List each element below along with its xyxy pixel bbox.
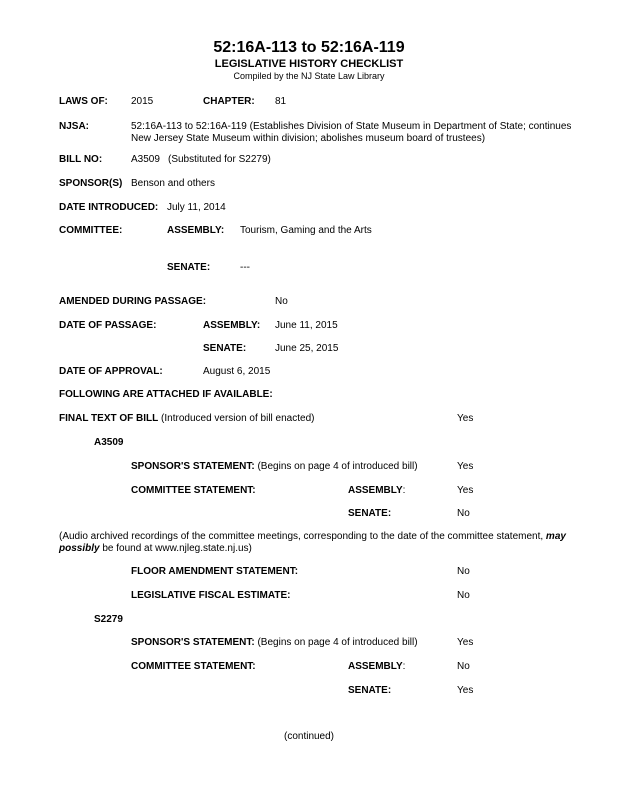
committee-assembly-label: ASSEMBLY: bbox=[167, 225, 225, 236]
a3509-committee-assembly-label-row: ASSEMBLY: bbox=[348, 485, 406, 496]
passage-assembly-value: June 11, 2015 bbox=[275, 320, 338, 331]
fiscal-estimate-value: No bbox=[457, 590, 470, 601]
a3509-committee-assembly-value: Yes bbox=[457, 485, 474, 496]
a3509-sponsor-statement-note: (Begins on page 4 of introduced bill) bbox=[257, 461, 418, 472]
s2279-committee-assembly-label: ASSEMBLY bbox=[348, 661, 403, 672]
s2279-committee-senate-label: SENATE: bbox=[348, 685, 392, 696]
committee-label: COMMITTEE: bbox=[59, 225, 123, 236]
continued-note: (continued) bbox=[283, 731, 335, 742]
committee-senate-label: SENATE: bbox=[167, 262, 211, 273]
a3509-sponsor-statement-row bbox=[131, 461, 418, 473]
s2279-sponsor-statement-row bbox=[131, 637, 418, 649]
njsa-value: 52:16A-113 to 52:16A-119 (Establishes Division of State Museum in Department of State; continues New Jersey State Museum within division; abolishes museum board of trustees) bbox=[131, 121, 572, 144]
chapter-label: CHAPTER: bbox=[203, 96, 255, 107]
passage-assembly-label: ASSEMBLY: bbox=[203, 320, 261, 331]
s2279-committee-senate-value: Yes bbox=[457, 685, 474, 696]
bill-no-value: A3509 bbox=[131, 154, 160, 165]
approval-value: August 6, 2015 bbox=[203, 366, 271, 377]
audio-note-after: be found at www.njleg.state.nj.us) bbox=[99, 543, 252, 554]
a3509-sponsor-statement-label: SPONSOR'S STATEMENT: bbox=[131, 461, 255, 472]
fiscal-estimate-label: LEGISLATIVE FISCAL ESTIMATE: bbox=[131, 590, 291, 601]
s2279-sponsor-statement-value: Yes bbox=[457, 637, 474, 648]
s2279-committee-assembly-label-row: ASSEMBLY: bbox=[348, 661, 406, 672]
a3509-committee-assembly-label: ASSEMBLY bbox=[348, 485, 403, 496]
compiled-by: Compiled by the NJ State Law Library bbox=[233, 71, 385, 81]
date-introduced-label: DATE INTRODUCED: bbox=[59, 202, 159, 213]
a3509-sponsor-statement-value: Yes bbox=[457, 461, 474, 472]
a3509-committee-senate-label: SENATE: bbox=[348, 508, 392, 519]
njsa-label: NJSA: bbox=[59, 121, 90, 132]
chapter-value: 81 bbox=[275, 96, 287, 107]
passage-senate-value: June 25, 2015 bbox=[275, 343, 339, 354]
page-subtitle: LEGISLATIVE HISTORY CHECKLIST bbox=[214, 58, 404, 70]
bill-no-label: BILL NO: bbox=[59, 154, 103, 165]
s2279-heading: S2279 bbox=[94, 614, 123, 625]
bill-no-note: (Substituted for S2279) bbox=[168, 154, 271, 165]
s2279-sponsor-statement-note: (Begins on page 4 of introduced bill) bbox=[257, 637, 418, 648]
s2279-sponsor-statement-label: SPONSOR'S STATEMENT: bbox=[131, 637, 255, 648]
a3509-committee-senate-value: No bbox=[457, 508, 470, 519]
audio-note bbox=[59, 531, 599, 555]
s2279-committee-assembly-value: No bbox=[457, 661, 470, 672]
passage-label: DATE OF PASSAGE: bbox=[59, 320, 157, 331]
sponsors-value: Benson and others bbox=[131, 178, 215, 189]
s2279-committee-statement-label: COMMITTEE STATEMENT: bbox=[131, 661, 256, 672]
a3509-committee-statement-label: COMMITTEE STATEMENT: bbox=[131, 485, 256, 496]
page-title: 52:16A-113 to 52:16A-119 bbox=[213, 39, 405, 56]
amended-label: AMENDED DURING PASSAGE: bbox=[59, 296, 207, 307]
laws-of-label: LAWS OF: bbox=[59, 96, 108, 107]
committee-assembly-value: Tourism, Gaming and the Arts bbox=[240, 225, 372, 236]
floor-amendment-label: FLOOR AMENDMENT STATEMENT: bbox=[131, 566, 299, 577]
approval-label: DATE OF APPROVAL: bbox=[59, 366, 163, 377]
committee-senate-value: --- bbox=[240, 262, 250, 273]
final-text-note: (Introduced version of bill enacted) bbox=[161, 413, 315, 424]
audio-note-before: (Audio archived recordings of the committee meetings, corresponding to the date of the committee statement, bbox=[59, 531, 546, 542]
sponsors-label: SPONSOR(S) bbox=[59, 178, 123, 189]
final-text-label: FINAL TEXT OF BILL bbox=[59, 413, 159, 424]
final-text-value: Yes bbox=[457, 413, 474, 424]
final-text-row bbox=[59, 413, 314, 425]
date-introduced-value: July 11, 2014 bbox=[167, 202, 226, 213]
audio-note-emphasis: may possibly bbox=[59, 531, 566, 554]
laws-of-value: 2015 bbox=[131, 96, 154, 107]
attached-heading: FOLLOWING ARE ATTACHED IF AVAILABLE: bbox=[59, 389, 273, 400]
a3509-heading: A3509 bbox=[94, 437, 124, 448]
amended-value: No bbox=[275, 296, 288, 307]
floor-amendment-value: No bbox=[457, 566, 470, 577]
passage-senate-label: SENATE: bbox=[203, 343, 247, 354]
